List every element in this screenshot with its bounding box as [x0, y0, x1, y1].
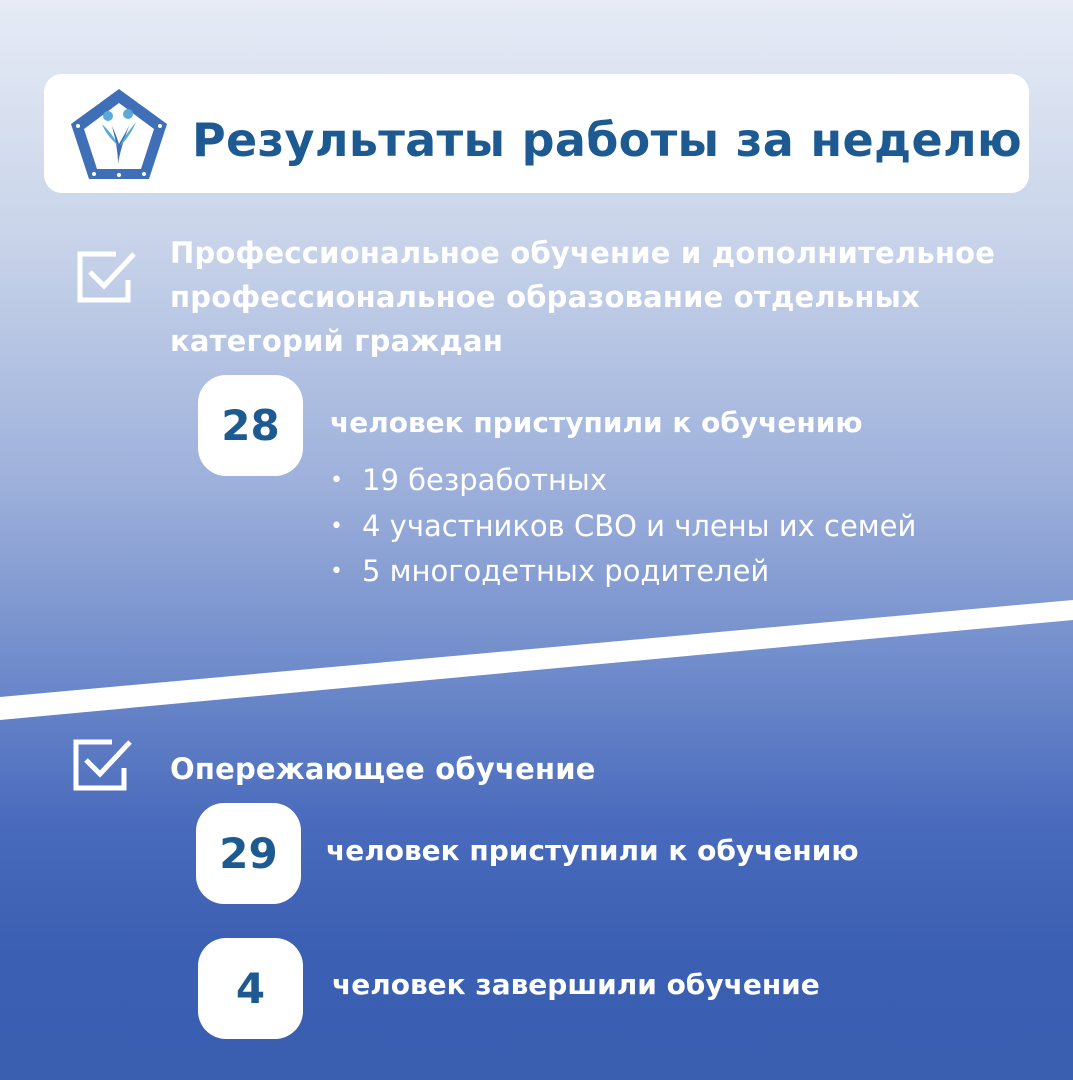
- list-item-text: 19 безработных: [362, 463, 607, 497]
- section-heading-advanced-training: Опережающее обучение: [170, 752, 596, 786]
- section-heading-line: Профессиональное обучение и дополнительное: [170, 236, 996, 270]
- list-item: [330, 504, 916, 550]
- stat-label: человек приступили к обучению: [330, 406, 863, 439]
- list-item-text: 4 участников СВО и члены их семей: [362, 508, 917, 543]
- bullet-icon: •: [330, 468, 343, 493]
- section-heading-line: профессиональное образование отдельных: [170, 280, 920, 314]
- stat-value-box: 4: [198, 938, 303, 1039]
- list-item: [330, 458, 916, 504]
- stat-value-box: 29: [196, 803, 301, 904]
- stat-label: человек завершили обучение: [332, 968, 820, 1001]
- header-card: [44, 74, 1029, 193]
- checkbox-checked-icon: [72, 246, 138, 306]
- pentagon-emblem-icon: [68, 86, 170, 182]
- stat-label: человек приступили к обучению: [326, 834, 859, 867]
- page-title: Результаты работы за неделю: [192, 113, 1022, 167]
- bullet-icon: •: [330, 513, 343, 539]
- section-heading-professional-training: [170, 231, 995, 363]
- list-item-text: 5 многодетных родителей: [362, 554, 770, 588]
- bullet-list: [330, 458, 916, 595]
- section-heading-line: категорий граждан: [170, 324, 504, 358]
- list-item: [330, 549, 916, 595]
- stat-value-box: 28: [198, 375, 303, 476]
- bullet-icon: •: [330, 559, 343, 584]
- checkbox-checked-icon: [68, 734, 134, 794]
